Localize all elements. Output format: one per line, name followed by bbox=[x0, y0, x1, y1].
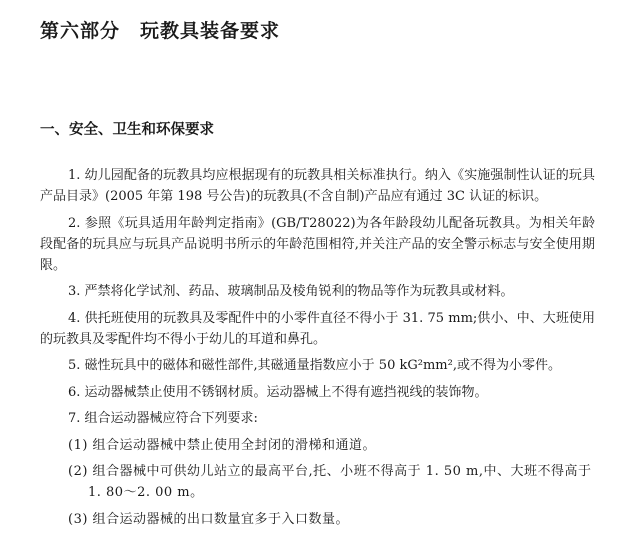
paragraph-item: 7. 组合运动器械应符合下列要求: bbox=[68, 411, 258, 426]
paragraph-item: 1. 幼儿园配备的玩教具均应根据现有的玩教具相关标准执行。纳入《实施强制性认证的玩具产品目录》(2005 年第 198 号公告)的玩教具(不含自制)产品应有通过 3C 认证的标识。 bbox=[40, 168, 595, 204]
section-heading: 一、安全、卫生和环保要求 bbox=[40, 122, 214, 138]
sub-item: (3) 组合运动器械的出口数量宜多于入口数量。 bbox=[68, 511, 350, 527]
paragraph-item: 3. 严禁将化学试剂、药品、玻璃制品及棱角锐利的物品等作为玩教具或材料。 bbox=[68, 284, 514, 299]
sub-item: (1) 组合运动器械中禁止使用全封闭的滑梯和通道。 bbox=[68, 437, 377, 453]
paragraph-item: 2. 参照《玩具适用年龄判定指南》(GB/T28022)为各年龄段幼儿配备玩教具。为相关年龄段配备的玩具应与玩具产品说明书所示的年龄范围相符,并关注产品的安全警示标志与安全使用期限。 bbox=[40, 215, 595, 273]
sub-item: (2) 组合器械中可供幼儿站立的最高平台,托、小班不得高于 1. 50 m,中、大班不得高于 1. 80～2. 00 m。 bbox=[68, 464, 592, 500]
body-text bbox=[40, 165, 595, 535]
paragraph-item: 4. 供托班使用的玩教具及零配件中的小零件直径不得小于 31. 75 mm;供小、中、大班使用的玩教具及零配件均不得小于幼儿的耳道和鼻孔。 bbox=[40, 310, 595, 347]
paragraph-item: 6. 运动器械禁止使用不锈钢材质。运动器械上不得有遮挡视线的装饰物。 bbox=[68, 384, 488, 400]
part-title: 第六部分 玩教具装备要求 bbox=[40, 20, 281, 42]
paragraph-item: 5. 磁性玩具中的磁体和磁性部件,其磁通量指数应小于 50 kG²mm²,或不得为小零件。 bbox=[68, 358, 561, 373]
